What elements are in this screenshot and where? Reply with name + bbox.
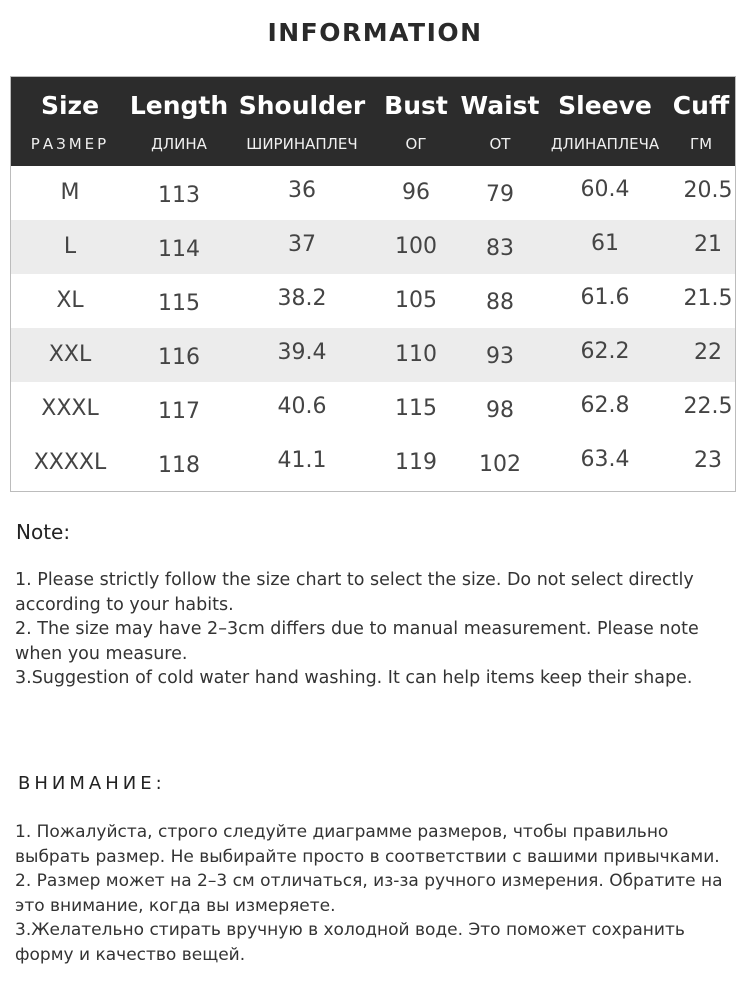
column-header-sleeve — [543, 77, 667, 166]
column-header-bust — [375, 77, 457, 166]
table-cell: 63.4 — [580, 447, 630, 472]
table-cell: 88 — [486, 290, 514, 315]
table-cell: XXXL — [41, 396, 99, 421]
note-item: 1. Please strictly follow the size chart to select the size. Do not select directly according to your habits. — [15, 570, 694, 615]
table-header — [11, 77, 735, 166]
attention-heading: ВНИМАНИЕ: — [18, 773, 166, 794]
column-header-sublabel: ОГ — [405, 135, 427, 153]
table-row — [11, 220, 735, 274]
table-row — [11, 436, 735, 490]
table-row — [11, 328, 735, 382]
table-cell: 100 — [395, 234, 437, 259]
table-cell: 105 — [395, 288, 437, 313]
table-cell: 37 — [288, 232, 316, 257]
table-cell: 83 — [486, 236, 514, 261]
attention-item: 2. Размер может на 2–3 см отличаться, из-за ручного измерения. Обратите на это внимание, когда вы измеряете. — [15, 871, 723, 916]
column-header-sublabel: ДЛИНА — [151, 135, 207, 153]
size-chart-table — [10, 76, 736, 492]
column-header-sublabel: РАЗМЕР — [30, 135, 110, 153]
table-row — [11, 166, 735, 220]
attention-list — [15, 820, 737, 967]
table-cell: 110 — [395, 342, 437, 367]
table-cell: 22 — [694, 340, 722, 365]
column-header-label: Cuff — [672, 91, 730, 120]
note-item: 3.Suggestion of cold water hand washing. It can help items keep their shape. — [15, 668, 693, 688]
table-cell: 118 — [158, 453, 200, 478]
table-cell: 113 — [158, 183, 200, 208]
table-cell: 41.1 — [277, 448, 327, 473]
table-cell: 93 — [486, 344, 514, 369]
table-cell: 96 — [402, 180, 430, 205]
table-cell: 62.8 — [580, 393, 630, 418]
table-row — [11, 274, 735, 328]
column-header-sublabel: ДЛИНАПЛЕЧА — [550, 135, 660, 153]
table-cell: 115 — [158, 291, 200, 316]
table-cell: 61.6 — [580, 285, 630, 310]
table-cell: 115 — [395, 396, 437, 421]
table-cell: M — [60, 180, 80, 205]
attention-item: 1. Пожалуйста, строго следуйте диаграмме размеров, чтобы правильно выбрать размер. Не выбирайте просто в соответствии с вашими привычками. — [15, 822, 720, 867]
table-cell: XL — [56, 288, 84, 313]
column-header-waist — [457, 77, 543, 166]
column-header-sublabel: ГМ — [689, 135, 713, 153]
attention-item: 3.Желательно стирать вручную в холодной воде. Это поможет сохранить форму и качество вещей. — [15, 920, 685, 965]
table-cell: XXXXL — [33, 450, 107, 475]
column-header-size — [11, 77, 129, 166]
table-cell: 22.5 — [683, 394, 733, 419]
note-list — [15, 568, 735, 691]
column-header-label: Shoulder — [238, 91, 366, 120]
table-cell: 116 — [158, 345, 200, 370]
table-cell: XXL — [48, 342, 92, 367]
column-header-shoulder — [229, 77, 375, 166]
table-cell: 61 — [591, 231, 619, 256]
table-cell: 21 — [694, 232, 722, 257]
column-header-label: Bust — [384, 91, 448, 120]
table-cell: L — [63, 234, 77, 259]
table-cell: 119 — [395, 450, 437, 475]
table-cell: 38.2 — [277, 286, 327, 311]
table-cell: 39.4 — [277, 340, 327, 365]
column-header-cuff — [667, 77, 735, 166]
column-header-label: Waist — [460, 91, 540, 120]
note-heading: Note: — [16, 520, 71, 544]
table-cell: 23 — [694, 448, 722, 473]
table-cell: 117 — [158, 399, 200, 424]
table-cell: 40.6 — [277, 394, 327, 419]
table-cell: 79 — [486, 182, 514, 207]
table-cell: 114 — [158, 237, 200, 262]
page-title: INFORMATION — [267, 18, 483, 47]
table-cell: 21.5 — [683, 286, 733, 311]
column-header-label: Length — [129, 91, 229, 120]
column-header-label: Size — [40, 91, 100, 120]
table-cell: 98 — [486, 398, 514, 423]
table-cell: 36 — [288, 178, 316, 203]
note-item: 2. The size may have 2–3cm differs due to manual measurement. Please note when you measure. — [15, 619, 699, 664]
column-header-length — [129, 77, 229, 166]
column-header-label: Sleeve — [558, 91, 652, 120]
column-header-sublabel: ОТ — [489, 135, 511, 153]
table-row — [11, 382, 735, 436]
column-header-sublabel: ШИРИНАПЛЕЧ — [246, 135, 358, 153]
table-cell: 20.5 — [683, 178, 733, 203]
table-cell: 62.2 — [580, 339, 630, 364]
table-cell: 102 — [479, 452, 521, 477]
table-cell: 60.4 — [580, 177, 630, 202]
